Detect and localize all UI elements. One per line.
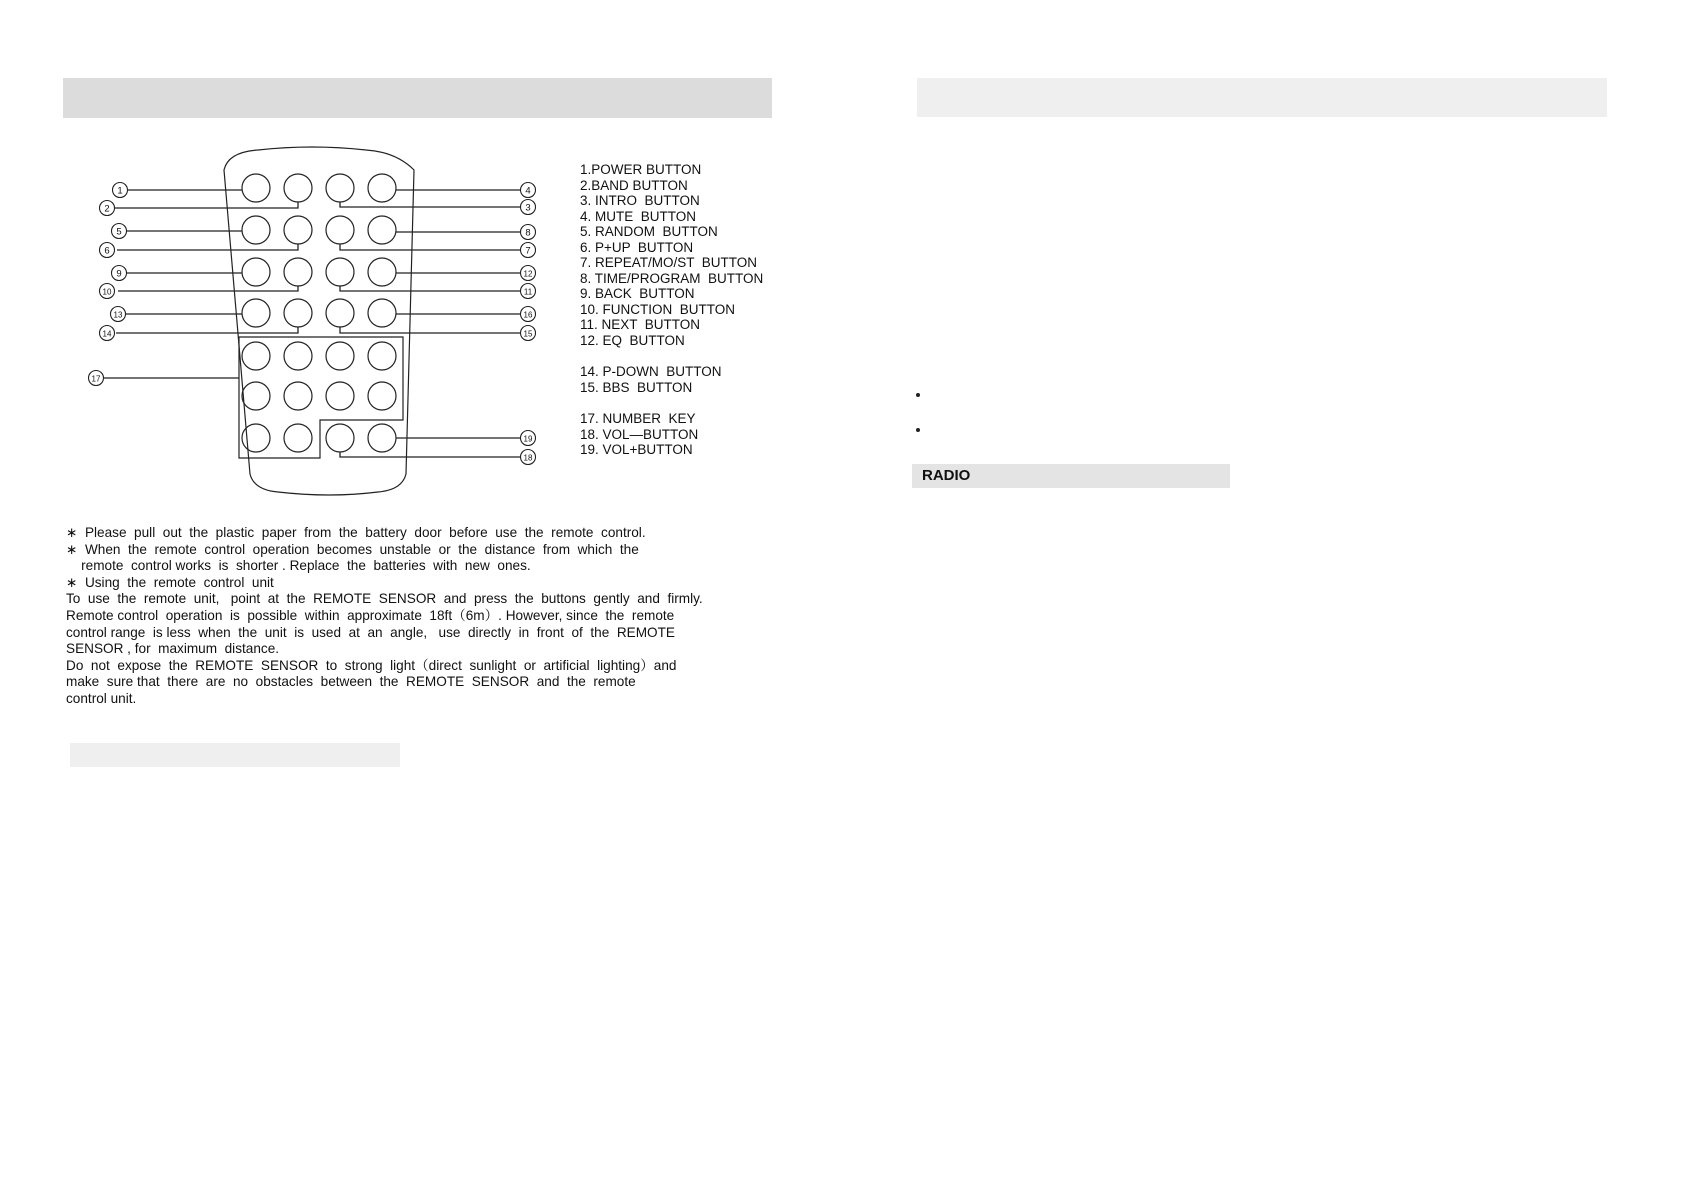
- callout-11: [521, 284, 536, 299]
- callout-16: [521, 307, 536, 322]
- number-key: [242, 342, 270, 370]
- callout-leader: [110, 202, 298, 208]
- callout-number: 14: [102, 329, 112, 339]
- remote-body: [224, 147, 414, 495]
- number-key: [368, 342, 396, 370]
- legend-item-random: 5. RANDOM BUTTON: [580, 224, 718, 239]
- note-line: Do not expose the REMOTE SENSOR to strong light（direct sunlight or artificial lighting）and: [66, 657, 677, 673]
- legend-item-time-program: 8. TIME/PROGRAM BUTTON: [580, 270, 764, 286]
- callout-15: [521, 326, 536, 341]
- callout-leader: [340, 452, 520, 457]
- legend-item-power: 1.POWER BUTTON: [580, 162, 702, 177]
- callout-number: 16: [523, 310, 533, 320]
- number-key: [368, 424, 396, 452]
- number-key: [284, 342, 312, 370]
- callout-number: 15: [523, 329, 533, 339]
- radio-section-title: RADIO: [922, 467, 971, 484]
- bullet-dot: [916, 428, 920, 432]
- callout-number: 12: [523, 269, 533, 279]
- callout-number: 19: [523, 434, 533, 444]
- legend-item-eq: 12. EQ BUTTON: [580, 332, 685, 348]
- remote-button: [326, 174, 354, 202]
- callout-17: [89, 371, 104, 386]
- callout-number: 1: [117, 185, 123, 197]
- note-line: make sure that there are no obstacles between the REMOTE SENSOR and the remote: [66, 674, 636, 690]
- callout-number: 7: [525, 245, 531, 257]
- callout-13: [111, 307, 126, 322]
- callout-1: [113, 183, 128, 198]
- button-legend: [580, 162, 763, 458]
- callout-number: 6: [104, 245, 110, 257]
- callout-18: [521, 450, 536, 465]
- legend-item-p-up: 6. P+UP BUTTON: [580, 239, 694, 255]
- remote-button: [368, 174, 396, 202]
- remote-button: [284, 299, 312, 327]
- callout-number: 9: [116, 268, 122, 280]
- number-keypad-outline: [239, 337, 403, 458]
- callout-8: [521, 225, 536, 240]
- note-line: Remote control operation is possible within approximate 18ft（6m）. However, since the remote: [66, 607, 675, 623]
- callout-3: [521, 200, 536, 215]
- remote-button: [368, 299, 396, 327]
- remote-buttons: [242, 174, 396, 452]
- callout-7: [521, 243, 536, 258]
- callout-12: [521, 266, 536, 281]
- number-keypad: [239, 337, 403, 458]
- remote-button: [242, 299, 270, 327]
- legend-item-band: 2.BAND BUTTON: [580, 177, 688, 193]
- legend-item-vol-plus: 19. VOL+BUTTON: [580, 442, 693, 457]
- callout-number: 11: [523, 287, 533, 297]
- number-key: [242, 382, 270, 410]
- remote-button: [242, 258, 270, 286]
- remote-button: [368, 258, 396, 286]
- note-line: To use the remote unit, point at the REMOTE SENSOR and press the buttons gently and firmly.: [66, 591, 703, 607]
- note-line: ∗ Using the remote control unit: [66, 574, 274, 590]
- callout-leader: [340, 202, 520, 207]
- legend-item-next: 11. NEXT BUTTON: [580, 317, 701, 332]
- legend-item-number-key: 17. NUMBER KEY: [580, 411, 696, 426]
- callout-number: 13: [113, 310, 123, 320]
- remote-button: [326, 216, 354, 244]
- note-line: SENSOR , for maximum distance.: [66, 641, 280, 657]
- callout-2: [100, 201, 115, 216]
- legend-item-repeat: 7. REPEAT/MO/ST BUTTON: [580, 255, 758, 270]
- callout-number: 17: [91, 374, 101, 384]
- callout-number: 18: [523, 453, 533, 463]
- callout-5: [112, 224, 127, 239]
- bullet-dot: [916, 393, 920, 397]
- remote-button: [284, 216, 312, 244]
- note-line: control unit.: [66, 690, 137, 706]
- legend-item-function: 10. FUNCTION BUTTON: [580, 301, 736, 317]
- callout-leader: [118, 286, 298, 291]
- remote-button: [242, 174, 270, 202]
- callout-9: [112, 266, 127, 281]
- number-key: [368, 382, 396, 410]
- callout-leader: [116, 327, 298, 333]
- remote-button: [284, 258, 312, 286]
- callout-leader: [340, 327, 520, 333]
- number-key: [326, 342, 354, 370]
- callout-leader: [117, 244, 298, 250]
- callout-4: [521, 183, 536, 198]
- callout-10: [100, 284, 115, 299]
- callout-number: 10: [102, 287, 112, 297]
- remote-button: [284, 174, 312, 202]
- legend-item-intro: 3. INTRO BUTTON: [580, 193, 700, 208]
- note-line: ∗ Please pull out the plastic paper from the battery door before use the remote control.: [66, 525, 646, 540]
- number-key: [284, 382, 312, 410]
- callout-14: [100, 326, 115, 341]
- callout-leader: [340, 244, 520, 250]
- legend-item-p-down: 14. P-DOWN BUTTON: [580, 364, 722, 379]
- callout-leader: [340, 286, 520, 291]
- callout-6: [100, 243, 115, 258]
- remote-button: [242, 216, 270, 244]
- remote-usage-notes: [66, 525, 776, 708]
- number-key: [284, 424, 312, 452]
- legend-item-vol-minus: 18. VOL—BUTTON: [580, 426, 699, 442]
- note-line: ∗ When the remote control operation becomes unstable or the distance from which the: [66, 541, 639, 557]
- remote-button: [326, 258, 354, 286]
- remote-button: [326, 299, 354, 327]
- note-line: remote control works is shorter . Replace the batteries with new ones.: [66, 558, 531, 574]
- callout-markers: [89, 183, 536, 465]
- callout-number: 5: [116, 226, 122, 238]
- callout-number: 3: [525, 202, 531, 214]
- number-key: [242, 424, 270, 452]
- number-key: [326, 424, 354, 452]
- callout-number: 8: [525, 227, 531, 239]
- callout-number: 2: [104, 203, 110, 215]
- callout-number: 4: [525, 185, 531, 197]
- remote-button: [368, 216, 396, 244]
- legend-item-mute: 4. MUTE BUTTON: [580, 208, 697, 224]
- legend-item-bbs: 15. BBS BUTTON: [580, 379, 693, 395]
- note-line: control range is less when the unit is used at an angle, use directly in front of the REMOTE: [66, 624, 675, 640]
- callout-19: [521, 431, 536, 446]
- remote-outline: [224, 147, 414, 495]
- number-key: [326, 382, 354, 410]
- legend-item-back: 9. BACK BUTTON: [580, 286, 695, 301]
